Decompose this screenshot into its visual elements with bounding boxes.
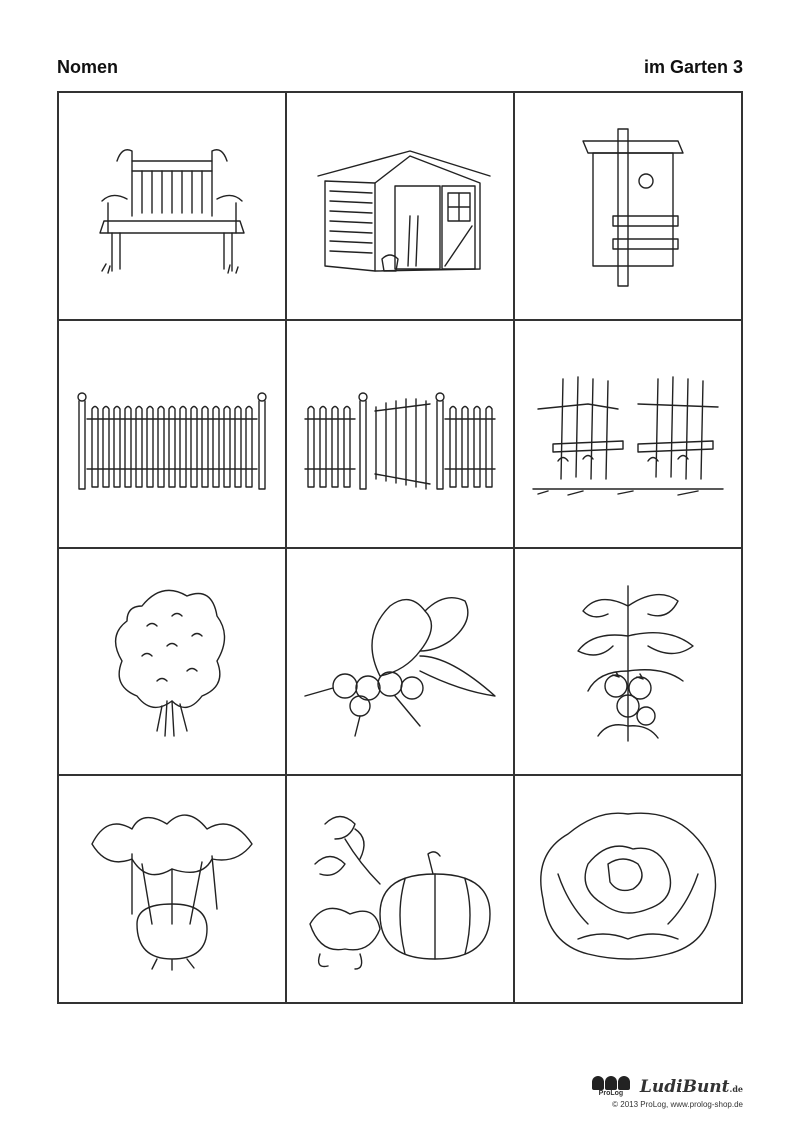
prolog-logo: [592, 1076, 630, 1097]
vegetable-bed-icon: [528, 349, 728, 519]
card-kohlrabi: [58, 775, 286, 1003]
card-picket-fence: [58, 320, 286, 548]
tomato-plant-icon: [528, 576, 728, 746]
picket-fence-icon: [72, 349, 272, 519]
worksheet-subtitle: im Garten 3: [643, 57, 743, 77]
card-bush: [58, 548, 286, 776]
card-lettuce: [514, 775, 742, 1003]
copyright-text: © 2013 ProLog, www.prolog-shop.de: [612, 1100, 743, 1109]
picture-card-grid: [57, 91, 743, 1004]
card-birdhouse: [514, 92, 742, 320]
card-garden-shed: [286, 92, 514, 320]
worksheet-title: Nomen: [57, 57, 119, 77]
bush-icon: [72, 576, 272, 746]
card-vegetable-bed: [514, 320, 742, 548]
prolog-logo-text: ProLog: [598, 1090, 624, 1097]
card-tomato-plant: [514, 548, 742, 776]
ludibunt-logo-suffix: .de: [729, 1084, 743, 1094]
ludibunt-logo: [640, 1077, 743, 1097]
birdhouse-icon: [528, 121, 728, 291]
prolog-figure-icon: [592, 1076, 604, 1090]
publisher-footer: [592, 1076, 743, 1109]
ludibunt-logo-text: LudiBunt: [639, 1077, 730, 1097]
card-pumpkin: [286, 775, 514, 1003]
garden-gate-icon: [300, 349, 500, 519]
garden-shed-icon: [300, 121, 500, 291]
lettuce-icon: [528, 804, 728, 974]
kohlrabi-icon: [72, 804, 272, 974]
prolog-figure-icon: [605, 1076, 617, 1090]
bench-icon: [72, 121, 272, 291]
card-garden-gate: [286, 320, 514, 548]
prolog-figure-icon: [618, 1076, 630, 1090]
card-bench: [58, 92, 286, 320]
pumpkin-icon: [300, 804, 500, 974]
radish-icon: [300, 576, 500, 746]
card-radish: [286, 548, 514, 776]
